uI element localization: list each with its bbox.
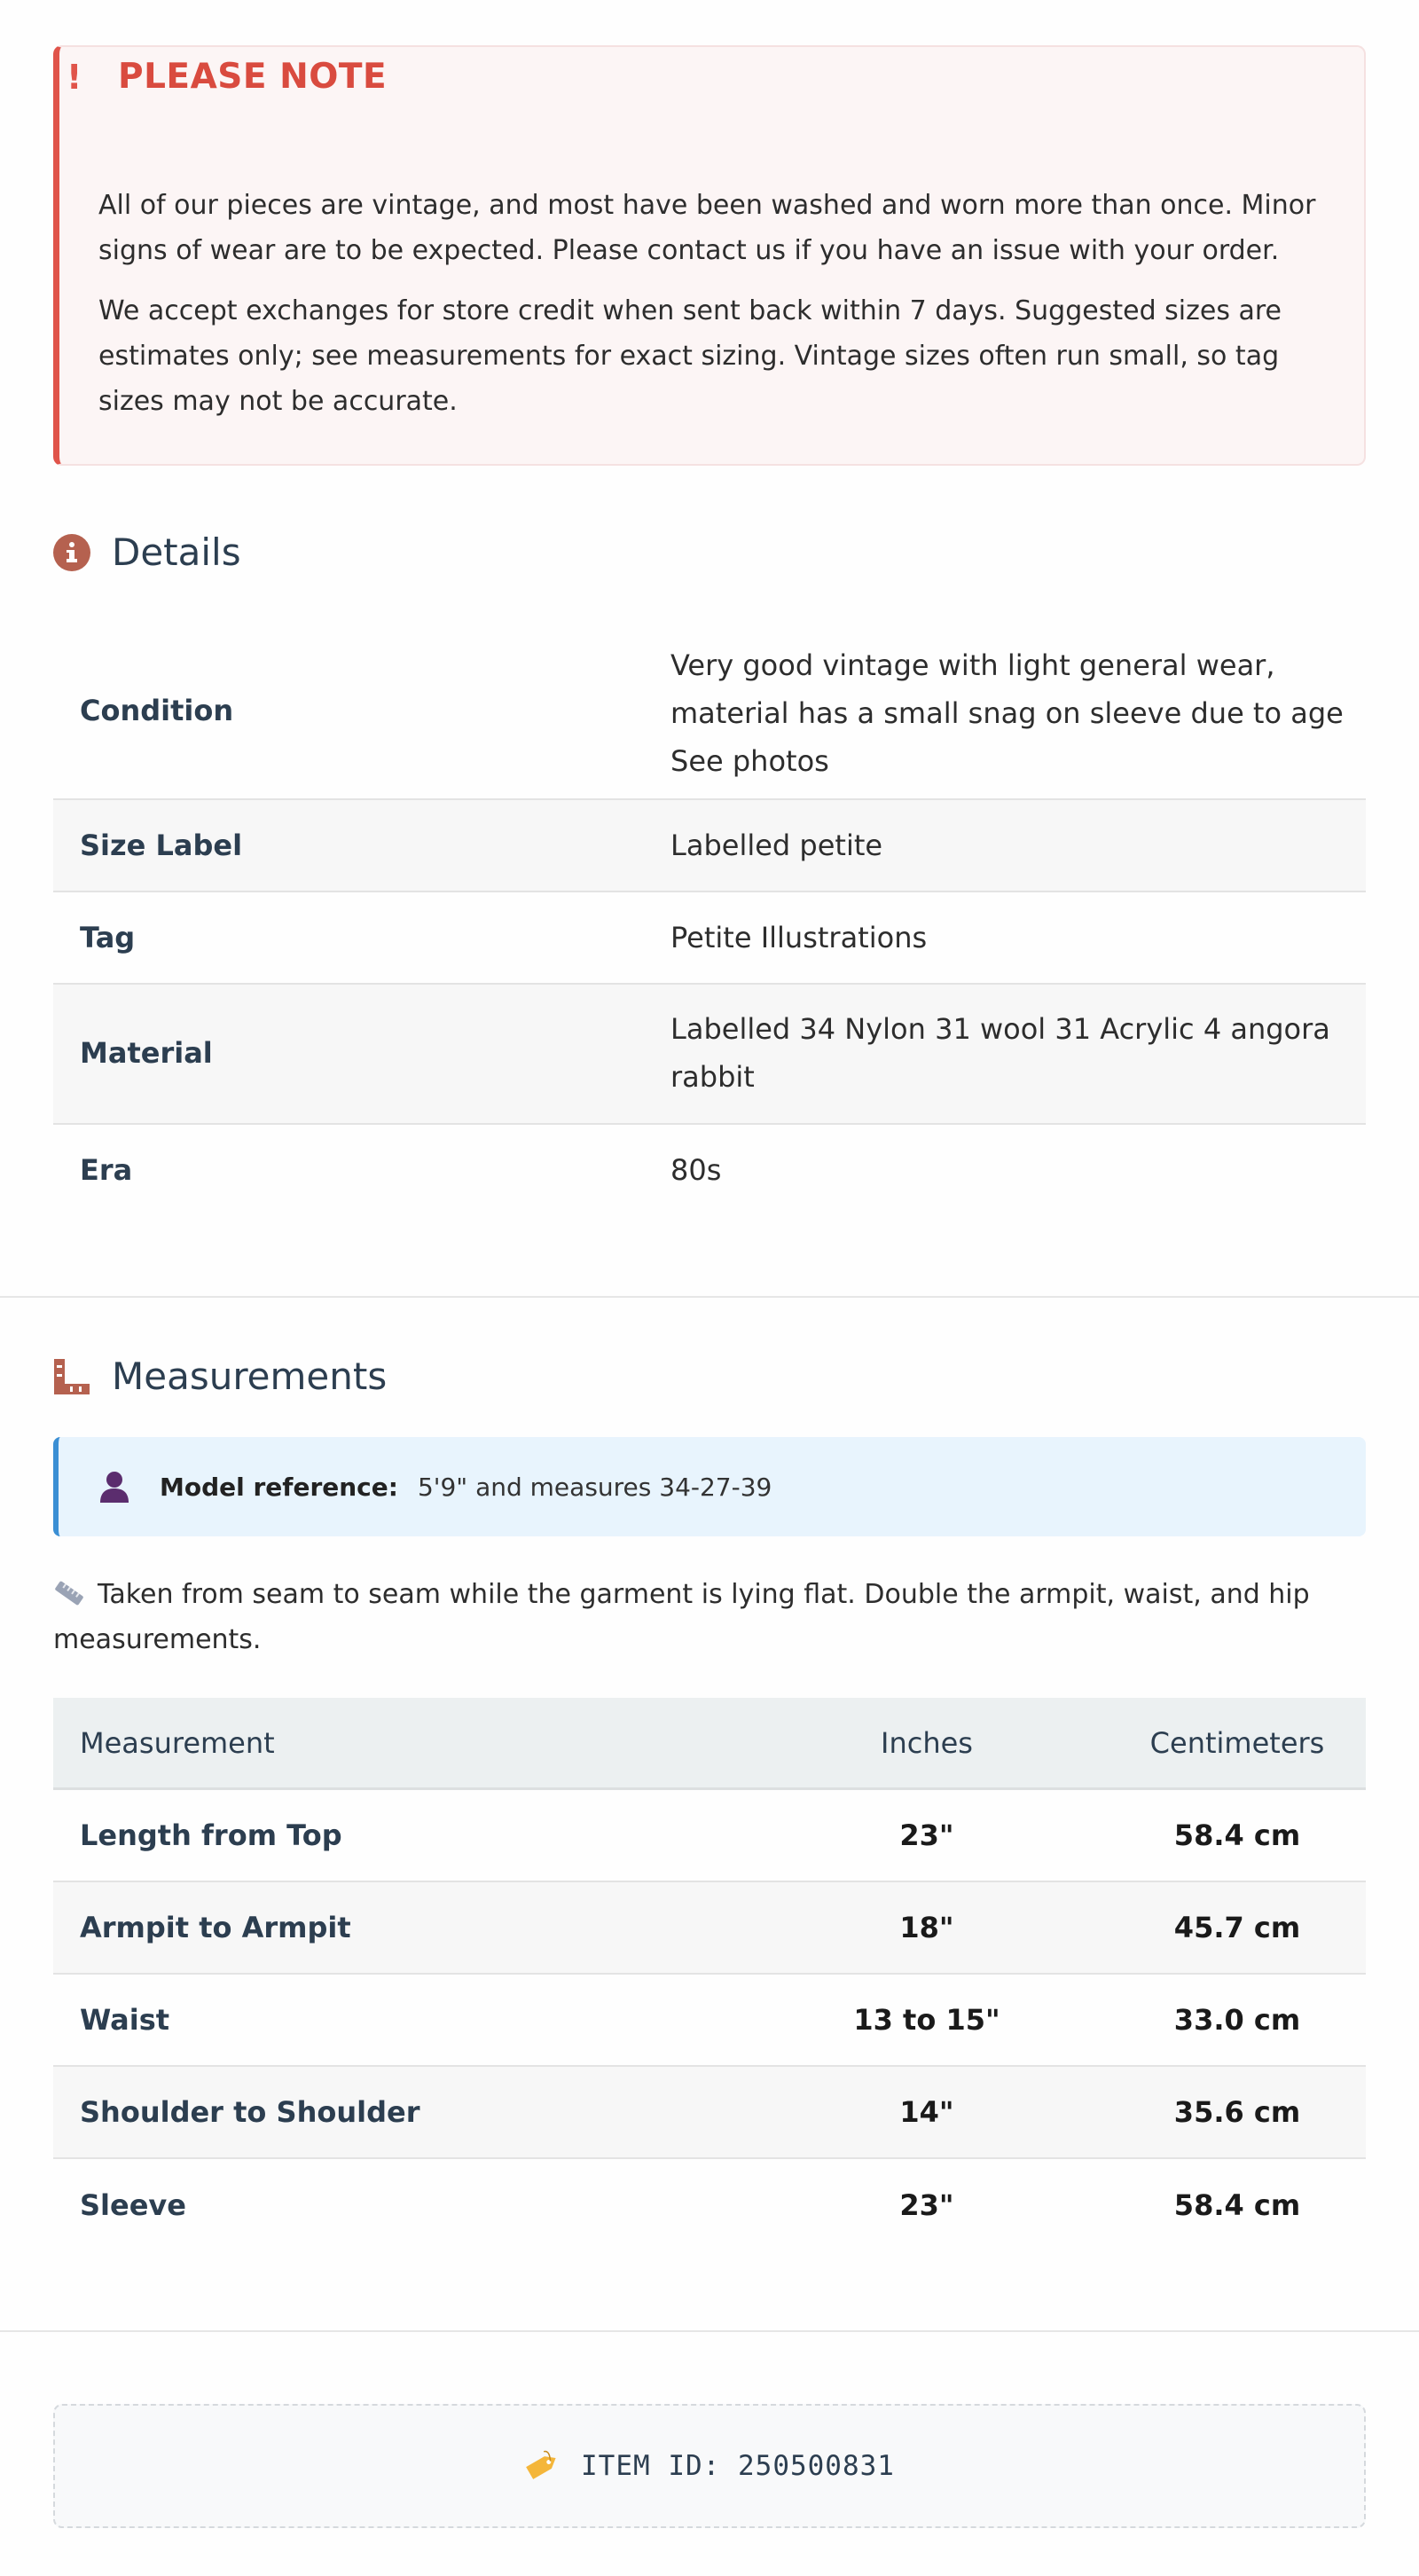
exclamation-icon: !: [67, 57, 82, 97]
info-icon: [53, 534, 90, 571]
measurement-name: Sleeve: [80, 2188, 186, 2222]
item-id-box: [53, 2404, 1366, 2528]
measurement-note-text: Taken from seam to seam while the garment is lying flat. Double the armpit, waist, and hip measurements.: [53, 1579, 1310, 1655]
details-value: Labelled 34 Nylon 31 wool 31 Acrylic 4 angora rabbit: [670, 1012, 1330, 1094]
details-title: Details: [112, 530, 241, 574]
measurement-cm: 58.4 cm: [1173, 2188, 1301, 2222]
details-label: Tag: [80, 921, 136, 954]
details-value: Labelled petite: [670, 829, 883, 862]
details-label: Size Label: [80, 829, 243, 862]
table-row: [53, 1790, 1366, 1882]
notice-title: PLEASE NOTE: [118, 57, 388, 97]
measurement-cm: 58.4 cm: [1173, 1818, 1301, 1852]
measurement-name: Waist: [80, 2003, 170, 2037]
details-label: Era: [80, 1153, 133, 1187]
notice-paragraph-2: We accept exchanges for store credit when sent back within 7 days. Suggested sizes are estimates only; see measurements for exact sizing. Vintage sizes often run small, so tag sizes may not be accurate.: [98, 295, 1282, 417]
model-reference-box: [53, 1437, 1366, 1536]
measurement-cm: 33.0 cm: [1173, 2003, 1301, 2037]
details-label: Material: [80, 1036, 213, 1070]
person-icon: [98, 1470, 131, 1504]
measurement-inches: 23": [899, 2188, 954, 2222]
measurement-inches: 23": [899, 1818, 954, 1852]
details-row-tag: [53, 892, 1366, 985]
notice-paragraph-1: All of our pieces are vintage, and most have been washed and worn more than once. Minor signs of wear are to be expected. Please contact us if you have an issue with your order.: [98, 190, 1316, 266]
details-value: Very good vintage with light general wear, material has a small snag on sleeve due to age See photos: [670, 648, 1344, 778]
table-row: [53, 1882, 1366, 1975]
table-row: [53, 1975, 1366, 2067]
tag-icon: [524, 2450, 560, 2482]
details-row-era: [53, 1125, 1366, 1217]
table-row: [53, 2159, 1366, 2251]
measurement-name: Shoulder to Shoulder: [80, 2095, 420, 2129]
table-header: [53, 1698, 1366, 1790]
measurement-inches: 14": [899, 2095, 954, 2129]
measurements-table: [53, 1698, 1366, 2251]
details-header: [53, 530, 241, 574]
details-value: Petite Illustrations: [670, 921, 928, 954]
details-label: Condition: [80, 694, 234, 727]
details-row-condition: [53, 626, 1366, 800]
measurement-inches: 13 to 15": [853, 2003, 1000, 2037]
model-reference-label: Model reference:: [160, 1472, 398, 1502]
model-reference-value: 5'9" and measures 34-27-39: [417, 1472, 772, 1502]
measurement-inches: 18": [899, 1911, 954, 1944]
details-row-size-label: [53, 800, 1366, 892]
measurements-title: Measurements: [112, 1355, 388, 1398]
straight-ruler-icon: [53, 1580, 85, 1606]
measurements-header: [53, 1355, 387, 1398]
table-row: [53, 2067, 1366, 2159]
measurement-note: [53, 1572, 1348, 1662]
column-header-centimeters: Centimeters: [1149, 1725, 1325, 1760]
details-row-material: [53, 985, 1366, 1125]
item-id-text: ITEM ID: 250500831: [581, 2450, 895, 2482]
column-header-inches: Inches: [881, 1725, 973, 1760]
notice-header: [56, 57, 387, 97]
section-divider: [0, 2330, 1419, 2332]
measurement-cm: 35.6 cm: [1173, 2095, 1301, 2129]
section-divider: [0, 1296, 1419, 1298]
measurement-name: Length from Top: [80, 1818, 342, 1852]
measurement-cm: 45.7 cm: [1173, 1911, 1301, 1944]
details-value: 80s: [670, 1153, 722, 1187]
column-header-measurement: Measurement: [80, 1725, 275, 1760]
ruler-icon: [53, 1358, 90, 1395]
measurement-name: Armpit to Armpit: [80, 1911, 351, 1944]
